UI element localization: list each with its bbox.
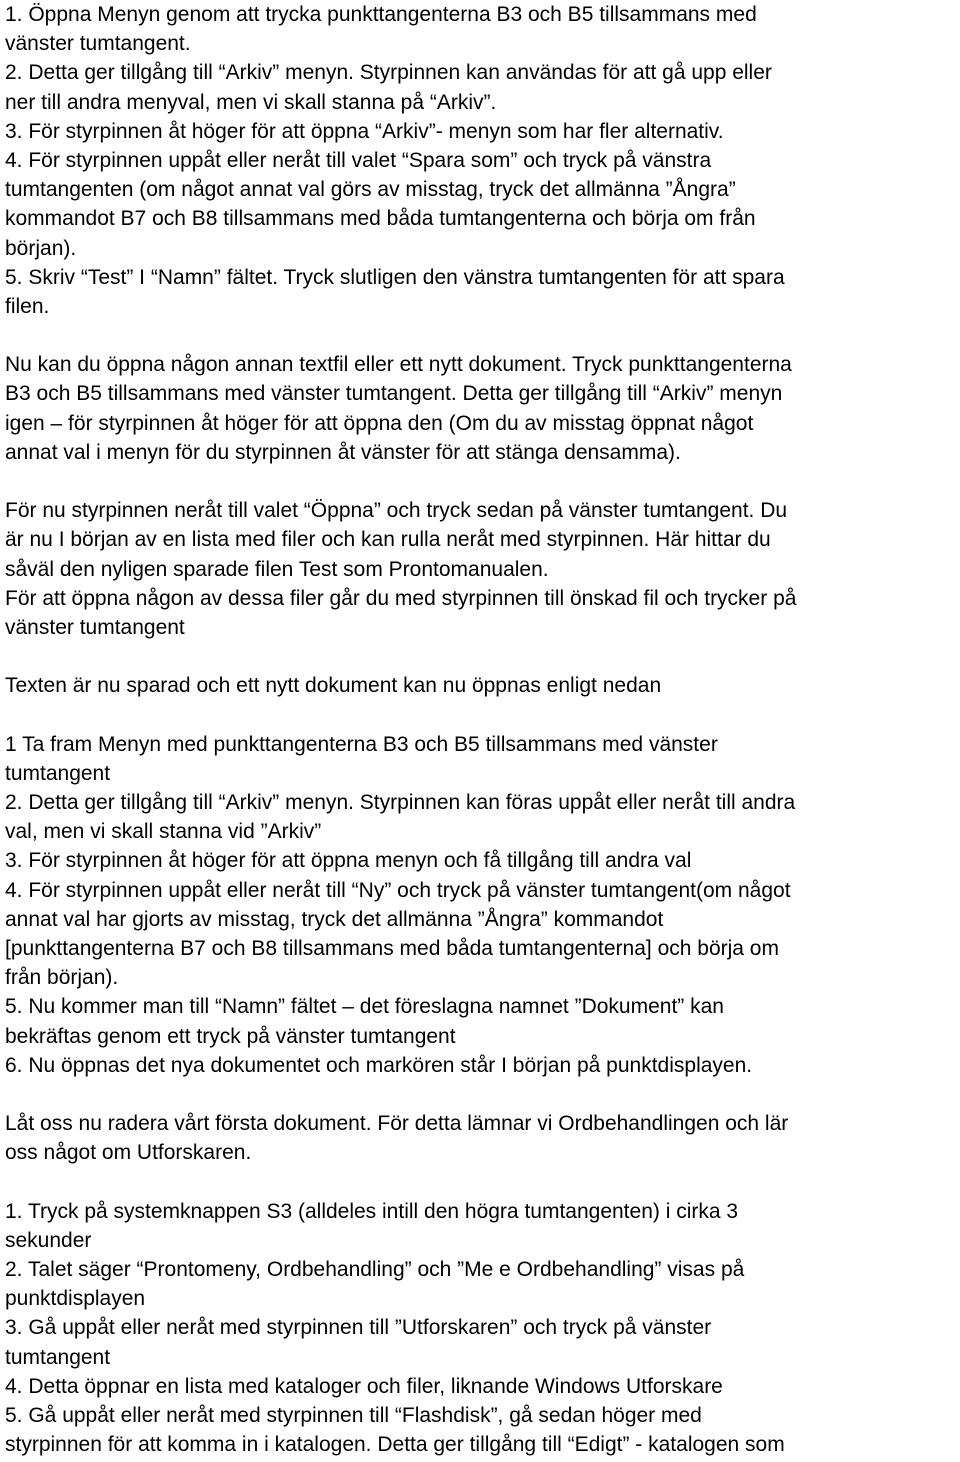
blank-line: [5, 642, 958, 671]
text-line: 2. Talet säger “Prontomeny, Ordbehandling” och ”Me e Ordbehandling” visas på: [5, 1258, 745, 1282]
text-line: För nu styrpinnen neråt till valet “Öppna” och tryck sedan på vänster tumtangent. Du: [5, 499, 788, 523]
text-line: B3 och B5 tillsammans med vänster tumtangent. Detta ger tillgång till “Arkiv” menyn: [5, 382, 783, 406]
text-line: 3. Gå uppåt eller neråt med styrpinnen till ”Utforskaren” och tryck på vänster: [5, 1316, 712, 1340]
text-line: tumtangent: [5, 761, 111, 785]
text-line: ner till andra menyval, men vi skall stanna på “Arkiv”.: [5, 90, 497, 114]
text-line: början).: [5, 236, 77, 260]
text-line: tumtangent: [5, 1345, 111, 1369]
blank-line: [5, 1080, 958, 1109]
text-line: 5. Nu kommer man till “Namn” fältet – det föreslagna namnet ”Dokument” kan: [5, 995, 724, 1019]
text-line: 5. Skriv “Test” I “Namn” fältet. Tryck slutligen den vänstra tumtangenten för att spara: [5, 265, 785, 289]
text-line: 4. Detta öppnar en lista med kataloger och filer, liknande Windows Utforskare: [5, 1374, 723, 1398]
text-line: vänster tumtangent.: [5, 32, 191, 56]
document-body: [5, 0, 958, 1459]
blank-line: [5, 1168, 958, 1197]
text-line: styrpinnen för att komma in i katalogen. Detta ger tillgång till “Edigt” - katalogen som: [5, 1433, 785, 1457]
text-line: oss något om Utforskaren.: [5, 1141, 252, 1165]
text-line: 1. Tryck på systemknappen S3 (alldeles intill den högra tumtangenten) i cirka 3: [5, 1199, 739, 1223]
blank-line: [5, 467, 958, 496]
text-line: 1. Öppna Menyn genom att trycka punkttangenterna B3 och B5 tillsammans med: [5, 3, 757, 26]
text-line: Texten är nu sparad och ett nytt dokument kan nu öppnas enligt nedan: [5, 674, 662, 698]
text-line: tumtangenten (om något annat val görs av misstag, tryck det allmänna ”Ångra”: [5, 178, 736, 202]
text-line: bekräftas genom ett tryck på vänster tumtangent: [5, 1024, 456, 1048]
blank-line: [5, 321, 958, 350]
text-line: För att öppna någon av dessa filer går du med styrpinnen till önskad fil och trycker på: [5, 586, 797, 610]
text-line: 6. Nu öppnas det nya dokumentet och markören står I början på punktdisplayen.: [5, 1053, 753, 1077]
text-line: 1 Ta fram Menyn med punkttangenterna B3 och B5 tillsammans med vänster: [5, 732, 718, 756]
text-line: igen – för styrpinnen åt höger för att öppna den (Om du av misstag öppnat något: [5, 411, 754, 435]
text-line: punktdisplayen: [5, 1287, 146, 1311]
text-line: 3. För styrpinnen åt höger för att öppna “Arkiv”- menyn som har fler alternativ.: [5, 119, 724, 143]
text-line: från början).: [5, 966, 119, 990]
text-line: 3. För styrpinnen åt höger för att öppna menyn och få tillgång till andra val: [5, 849, 692, 873]
text-line: annat val har gjorts av misstag, tryck det allmänna ”Ångra” kommandot: [5, 907, 664, 931]
text-line: Låt oss nu radera vårt första dokument. För detta lämnar vi Ordbehandlingen och lär: [5, 1112, 789, 1136]
text-line: 2. Detta ger tillgång till “Arkiv” menyn. Styrpinnen kan användas för att gå upp eller: [5, 61, 772, 85]
text-line: sekunder: [5, 1228, 92, 1252]
text-line: vänster tumtangent: [5, 615, 185, 639]
text-line: 2. Detta ger tillgång till “Arkiv” menyn. Styrpinnen kan föras uppåt eller neråt till andra: [5, 791, 796, 815]
text-line: val, men vi skall stanna vid ”Arkiv”: [5, 820, 322, 844]
text-line: annat val i menyn för du styrpinnen åt vänster för att stänga densamma).: [5, 440, 681, 464]
text-line: såväl den nyligen sparade filen Test som Prontomanualen.: [5, 557, 549, 581]
text-line: 4. För styrpinnen uppåt eller neråt till “Ny” och tryck på vänster tumtangent(om något: [5, 878, 791, 902]
text-line: [punkttangenterna B7 och B8 tillsammans med båda tumtangenterna] och börja om: [5, 937, 779, 960]
text-line: är nu I början av en lista med filer och kan rulla neråt med styrpinnen. Här hittar du: [5, 528, 771, 552]
text-line: 5. Gå uppåt eller neråt med styrpinnen till “Flashdisk”, gå sedan höger med: [5, 1404, 702, 1427]
text-line: 4. För styrpinnen uppåt eller neråt till valet “Spara som” och tryck på vänstra: [5, 148, 712, 172]
text-line: kommandot B7 och B8 tillsammans med båda tumtangenterna och börja om från: [5, 207, 756, 231]
text-line: Nu kan du öppna någon annan textfil eller ett nytt dokument. Tryck punkttangenterna: [5, 353, 792, 377]
text-line: filen.: [5, 294, 50, 318]
blank-line: [5, 701, 958, 730]
